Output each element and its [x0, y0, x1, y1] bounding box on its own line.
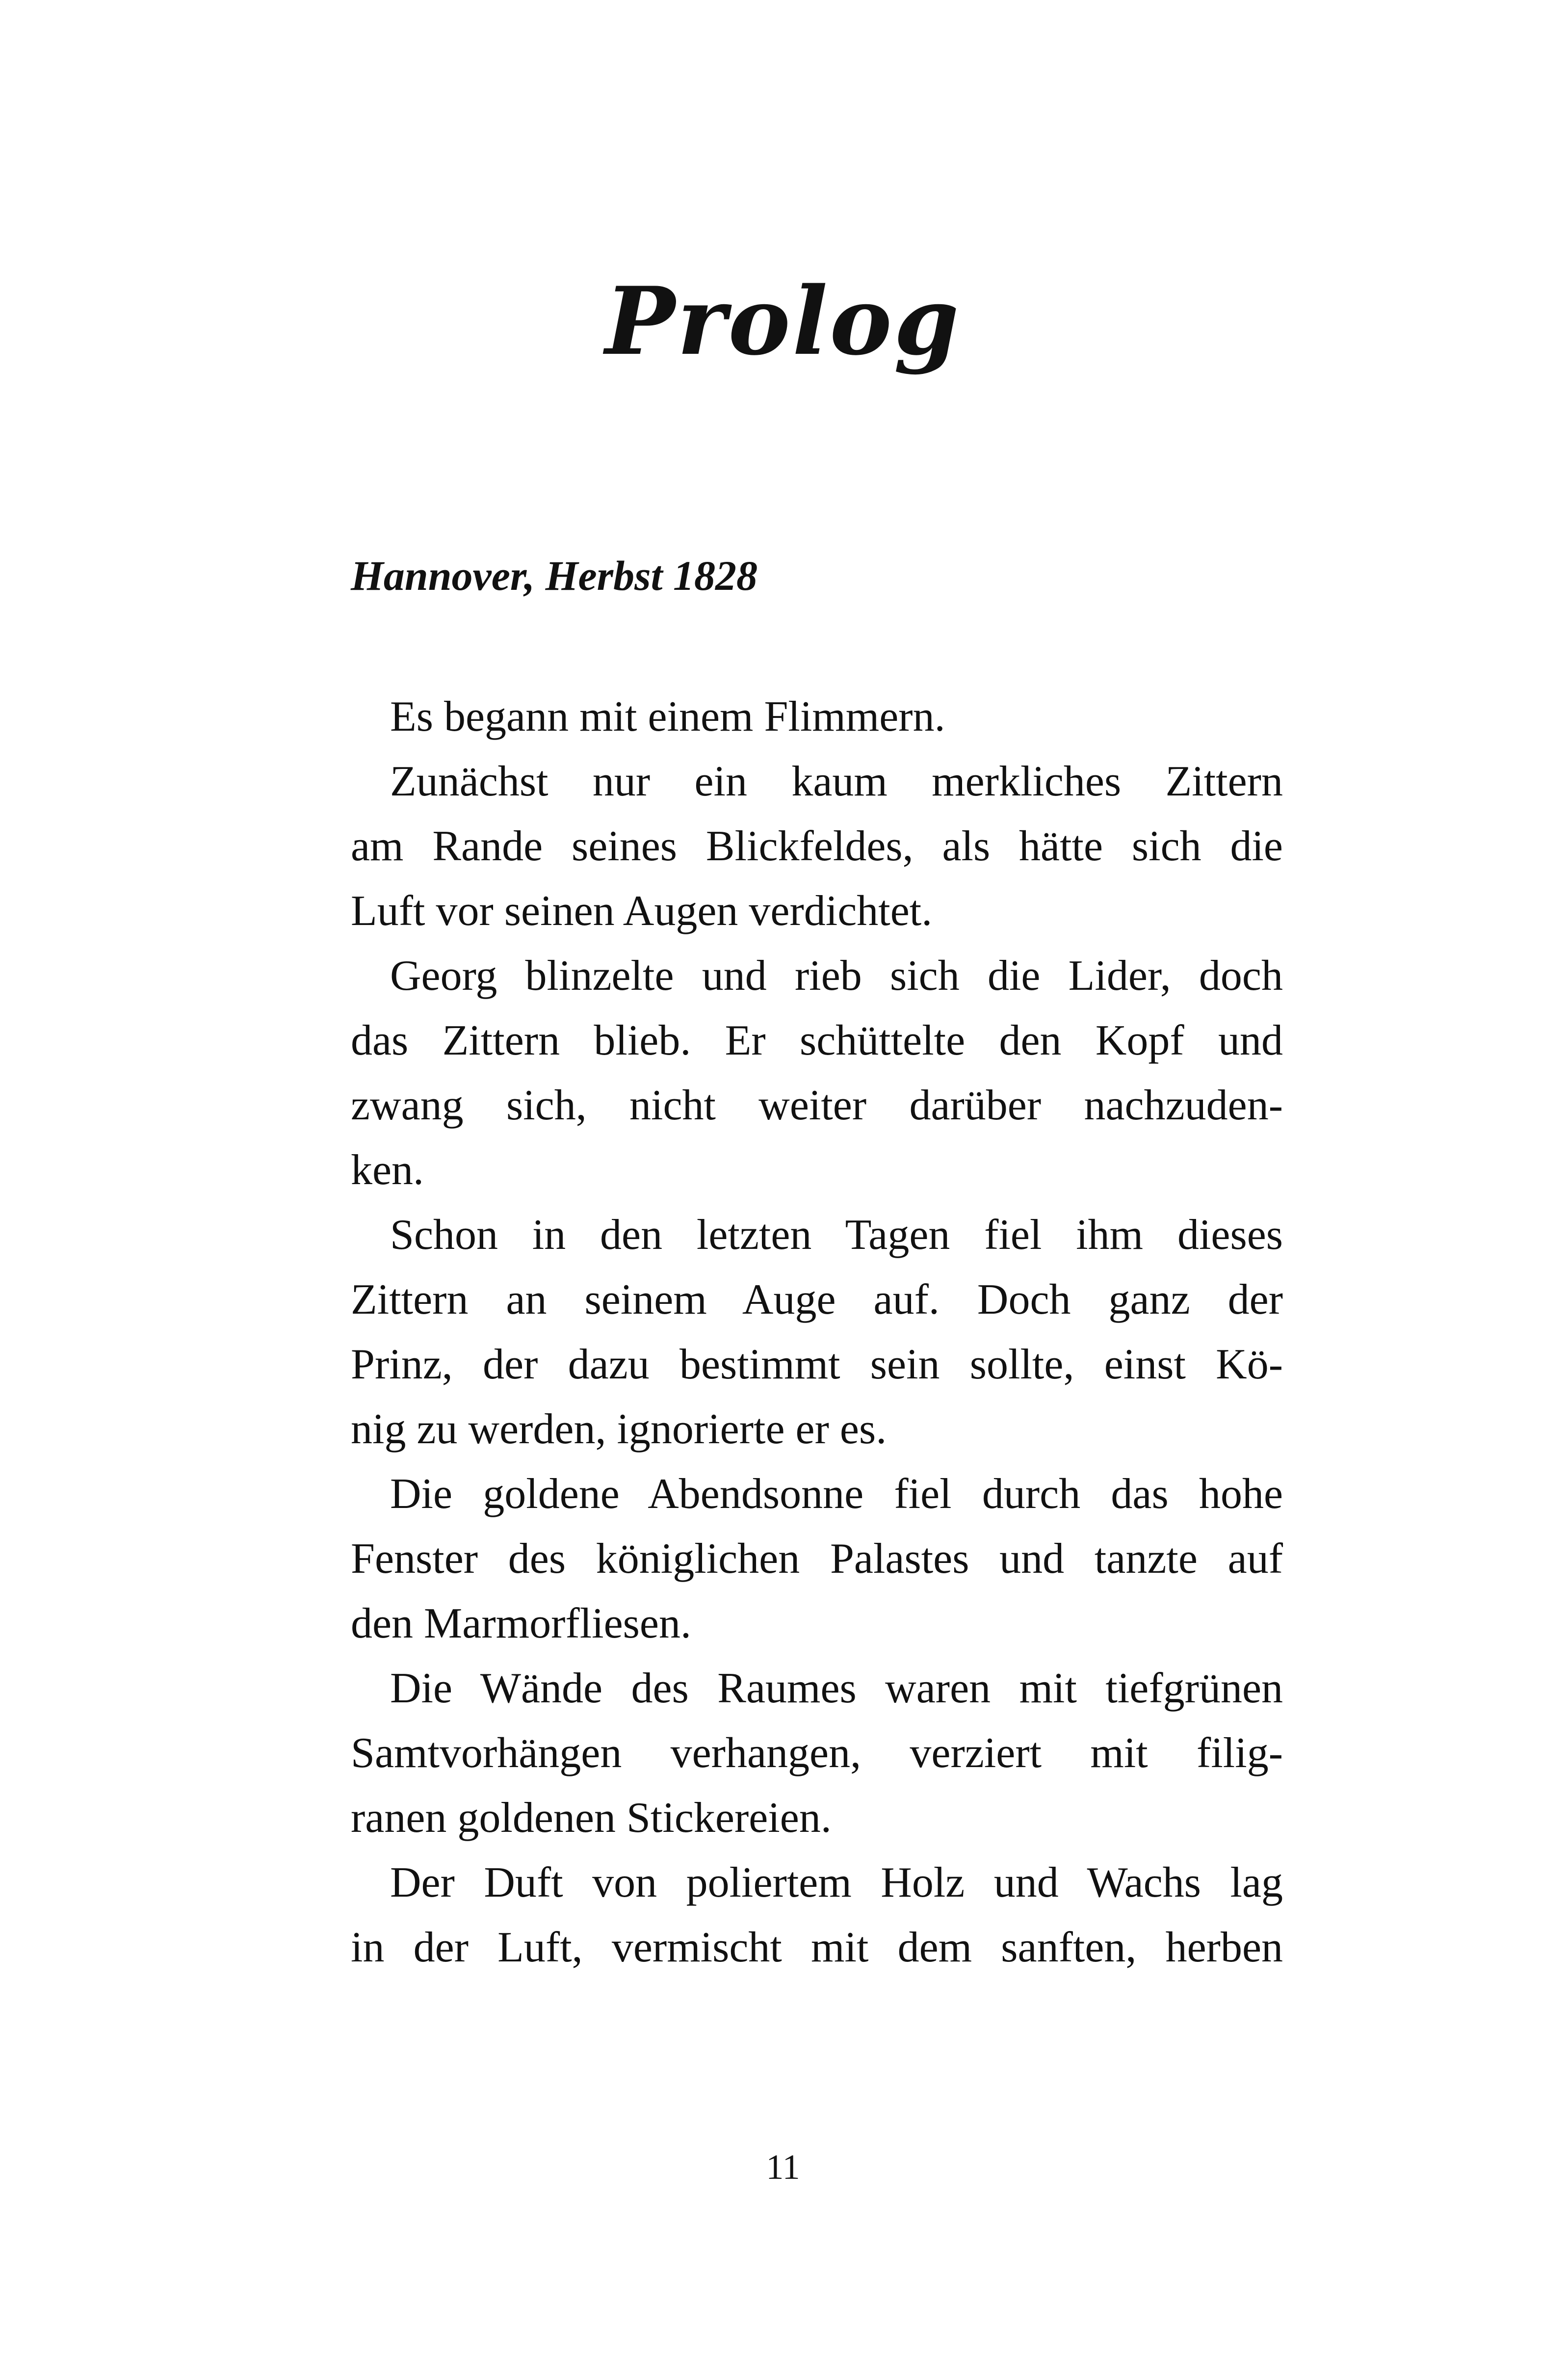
- text-line: Schon in den letzten Tagen fiel ihm dieses: [390, 1211, 1283, 1259]
- text-line: in der Luft, vermischt mit dem sanften, herben: [351, 1924, 1283, 1971]
- text-line: Zittern an seinem Auge auf. Doch ganz der: [351, 1276, 1283, 1323]
- page-number: 11: [766, 2147, 800, 2187]
- text-line: am Rande seines Blickfeldes, als hätte sich die: [351, 822, 1283, 870]
- text-line: zwang sich, nicht weiter darüber nachzuden-: [351, 1082, 1283, 1129]
- text-line: Es begann mit einem Flimmern.: [390, 693, 945, 740]
- text-line: Zunächst nur ein kaum merkliches Zittern: [390, 758, 1283, 805]
- text-line: Prinz, der dazu bestimmt sein sollte, einst Kö-: [351, 1341, 1283, 1388]
- chapter-title: Prolog: [605, 266, 961, 376]
- body-text: [351, 685, 1283, 1980]
- text-line: nig zu werden, ignorierte er es.: [351, 1405, 887, 1453]
- text-line: Die goldene Abendsonne fiel durch das hohe: [390, 1470, 1283, 1518]
- text-line: ranen goldenen Stickereien.: [351, 1794, 832, 1842]
- text-line: Fenster des königlichen Palastes und tanzte auf: [351, 1535, 1283, 1583]
- text-line: Samtvorhängen verhangen, verziert mit filig-: [351, 1729, 1283, 1777]
- place-date-heading: Hannover, Herbst 1828: [351, 552, 758, 599]
- text-line: Georg blinzelte und rieb sich die Lider, doch: [390, 952, 1283, 1000]
- text-line: ken.: [351, 1146, 424, 1194]
- text-line: Die Wände des Raumes waren mit tiefgrünen: [390, 1665, 1283, 1712]
- text-line: den Marmorfliesen.: [351, 1600, 691, 1647]
- text-line: Luft vor seinen Augen verdichtet.: [351, 887, 933, 935]
- text-line: Der Duft von poliertem Holz und Wachs lag: [390, 1859, 1283, 1906]
- text-line: das Zittern blieb. Er schüttelte den Kopf und: [351, 1017, 1283, 1064]
